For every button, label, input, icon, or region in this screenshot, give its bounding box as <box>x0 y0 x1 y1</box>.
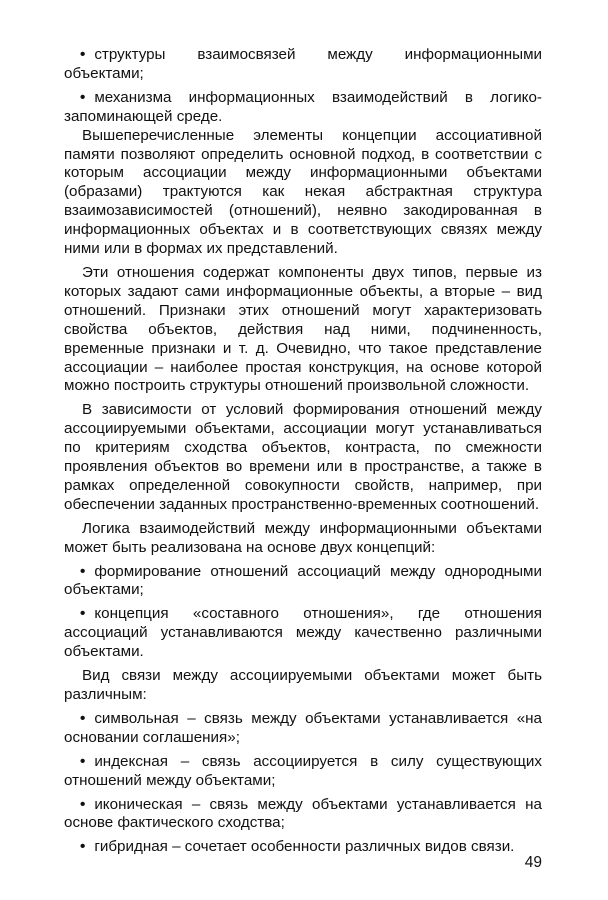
paragraph-conditions: В зависимости от условий формирования отношений между ассоциируемыми объектами, ассоциации могут устанавливаться по критериям сходства объектов, контраста, по смежности проявления объектов во времени или в пространстве, а также в рамках определенной совокупности свойств, например, при обеспечении заданных пространственно-временных соотношений. <box>64 401 542 513</box>
paragraph-concept: Вышеперечисленные элементы концепции ассоциативной памяти позволяют определить основной подход, в соответствии с которым ассоциации между информационными объектами (образами) трактуются как некая абстрактная структура взаимозависимостей (отношений), неявно закодированная в информационных объектах и в соответствующих связях между ними или в формах их представлений. <box>64 126 542 258</box>
paragraph-link-types: Вид связи между ассоциируемыми объектами может быть различным: <box>64 667 542 703</box>
bullet-item-mechanism <box>64 89 542 127</box>
bullet-item-iconic <box>64 796 542 834</box>
bullet-icon: • <box>80 838 86 856</box>
bullet-text: иконическая – связь между объектами устанавливается на основе фактического сходства; <box>64 795 542 832</box>
paragraph-relations: Эти отношения содержат компоненты двух типов, первые из которых задают сами информационные объекты, а вторые – вид отношений. Признаки этих отношений могут характеризовать свойства объектов, действия над ними, подчиненность, временные признаки и т. д. Очевидно, что такое представление ассоциации – наиболее простая конструкция, на основе которой можно построить структуры отношений произвольной сложности. <box>64 263 542 395</box>
page-number: 49 <box>524 854 542 871</box>
page-body <box>64 46 542 857</box>
bullet-item-index <box>64 753 542 791</box>
bullet-icon: • <box>80 605 86 623</box>
bullet-text: индексная – связь ассоциируется в силу существующих отношений между объектами; <box>64 752 542 789</box>
bullet-item-homogeneous <box>64 563 542 601</box>
bullet-text: символьная – связь между объектами устанавливается «на основании соглашения»; <box>64 709 542 746</box>
bullet-text: структуры взаимосвязей между информационными объектами; <box>64 46 542 82</box>
paragraph-logic: Логика взаимодействий между информационными объектами может быть реализована на основе двух концепций: <box>64 519 542 556</box>
bullet-text: механизма информационных взаимодействий в логико-запоминающей среде. <box>64 88 542 125</box>
bullet-icon: • <box>80 46 86 63</box>
bullet-text: гибридная – сочетает особенности различных видов связи. <box>94 838 515 856</box>
bullet-item-hybrid <box>64 838 542 857</box>
bullet-icon: • <box>80 795 86 813</box>
bullet-text: формирование отношений ассоциаций между однородными объектами; <box>64 562 542 599</box>
bullet-icon: • <box>80 88 86 106</box>
bullet-item-composite <box>64 605 542 662</box>
bullet-icon: • <box>80 752 86 770</box>
bullet-icon: • <box>80 562 86 580</box>
bullet-item-structures <box>64 46 542 84</box>
bullet-text: концепция «составного отношения», где отношения ассоциаций устанавливаются между качественно различными объектами. <box>64 605 542 661</box>
bullet-item-symbolic <box>64 710 542 748</box>
bullet-icon: • <box>80 709 86 727</box>
